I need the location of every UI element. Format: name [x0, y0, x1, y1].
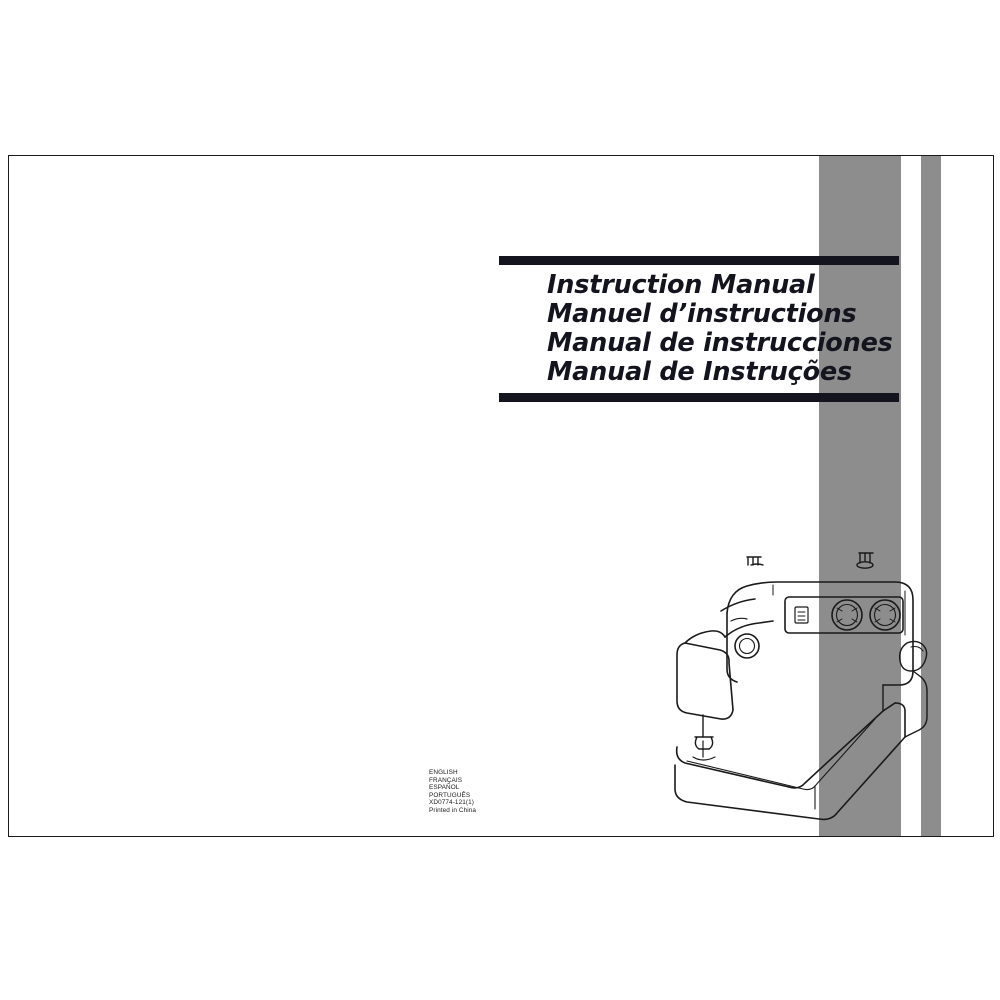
language-english: ENGLISH [429, 769, 458, 776]
language-french: FRANÇAIS [429, 776, 463, 784]
language-spanish: ESPAÑOL [429, 784, 460, 792]
title-spanish: Manual de instrucciones [547, 328, 893, 358]
printed-in: Printed in China [429, 806, 477, 814]
title-lines [499, 265, 899, 391]
title-rule-bottom [499, 393, 899, 402]
title-portuguese: Manual de Instruções [547, 357, 852, 387]
cover-sheet [8, 155, 994, 837]
sewing-machine-illustration [669, 551, 989, 821]
title-english: Instruction Manual [547, 270, 815, 300]
title-rule-top [499, 256, 899, 265]
title-block [499, 256, 899, 402]
language-and-part-code-block [429, 769, 476, 815]
part-number: XD0774-121(1) [429, 799, 474, 807]
title-french: Manuel d’instructions [547, 299, 857, 329]
language-portuguese: PORTUGUÊS [429, 791, 471, 799]
